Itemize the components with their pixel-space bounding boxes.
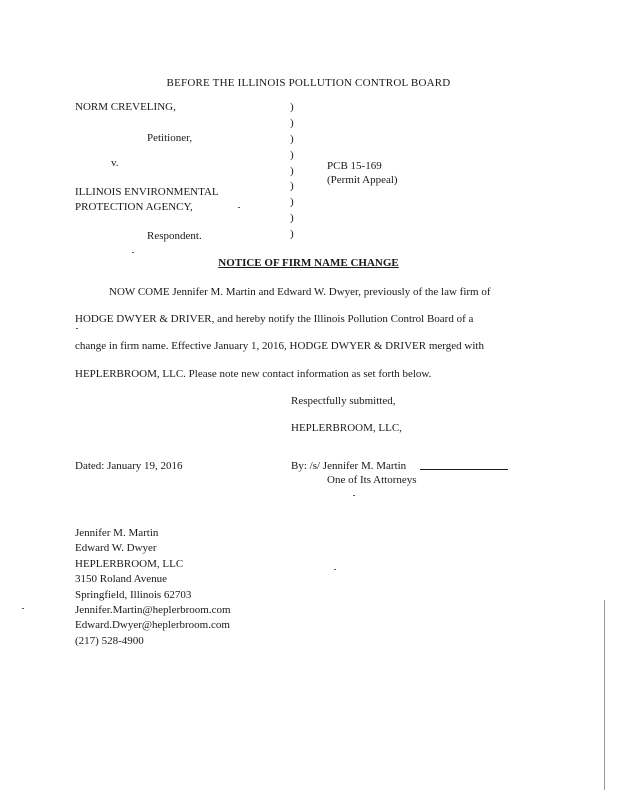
closing-line: Respectfully submitted, bbox=[291, 395, 396, 407]
paren: ) bbox=[290, 132, 294, 145]
notice-body-line: NOW COME Jennifer M. Martin and Edward W. Dwyer, previously of the law firm of bbox=[109, 286, 491, 298]
paren: ) bbox=[290, 180, 294, 193]
contact-line: Springfield, Illinois 62703 bbox=[75, 588, 192, 601]
signer-line: By: /s/ Jennifer M. Martin bbox=[291, 460, 407, 472]
notice-body-line: change in firm name. Effective January 1, 2016, HODGE DWYER & DRIVER merged with bbox=[75, 340, 484, 352]
contact-line: Jennifer M. Martin bbox=[75, 527, 159, 539]
petitioner-role: Petitioner, bbox=[147, 132, 193, 144]
contact-email: Jennifer.Martin@heplerbroom.com bbox=[75, 603, 231, 616]
respondent-name-line2: PROTECTION AGENCY, bbox=[75, 201, 193, 213]
paren: ) bbox=[290, 148, 294, 161]
paren: ) bbox=[290, 101, 294, 113]
contact-line: Edward W. Dwyer bbox=[75, 542, 157, 555]
notice-body-line: HODGE DWYER & DRIVER, and hereby notify the Illinois Pollution Control Board of a bbox=[75, 313, 474, 325]
paren: ) bbox=[290, 116, 294, 129]
paren: ) bbox=[290, 164, 294, 177]
respondent-role: Respondent. bbox=[147, 230, 202, 242]
contact-phone: (217) 528-4900 bbox=[75, 634, 144, 647]
date-line: Dated: January 19, 2016 bbox=[75, 460, 183, 472]
petitioner-name: NORM CREVELING, bbox=[75, 101, 176, 113]
respondent-name-line1: ILLINOIS ENVIRONMENTAL bbox=[75, 186, 219, 198]
scan-edge-line bbox=[604, 600, 605, 790]
paren: ) bbox=[290, 228, 294, 241]
contact-line: 3150 Roland Avenue bbox=[75, 573, 168, 586]
scan-speck bbox=[334, 569, 336, 570]
paren: ) bbox=[290, 212, 294, 225]
scan-speck bbox=[132, 252, 134, 253]
contact-line: HEPLERBROOM, LLC bbox=[75, 557, 184, 570]
firm-signature: HEPLERBROOM, LLC, bbox=[291, 422, 402, 434]
notice-body-line: HEPLERBROOM, LLC. Please note new contact information as set forth below. bbox=[75, 368, 432, 380]
scan-speck bbox=[238, 207, 240, 208]
notice-heading: NOTICE OF FIRM NAME CHANGE bbox=[218, 257, 399, 269]
scan-speck bbox=[353, 495, 355, 496]
case-number: PCB 15-169 bbox=[327, 160, 382, 172]
case-type: (Permit Appeal) bbox=[327, 174, 398, 186]
scan-speck bbox=[22, 608, 24, 609]
contact-email: Edward.Dwyer@heplerbroom.com bbox=[75, 619, 230, 632]
scan-speck bbox=[76, 328, 78, 329]
caption-parentheses bbox=[290, 100, 298, 243]
signature-underline bbox=[420, 469, 508, 470]
contact-block bbox=[75, 526, 231, 649]
versus-label: v. bbox=[111, 157, 119, 169]
signer-role: One of Its Attorneys bbox=[327, 474, 417, 486]
court-title: BEFORE THE ILLINOIS POLLUTION CONTROL BOARD bbox=[166, 77, 451, 89]
paren: ) bbox=[290, 196, 294, 209]
